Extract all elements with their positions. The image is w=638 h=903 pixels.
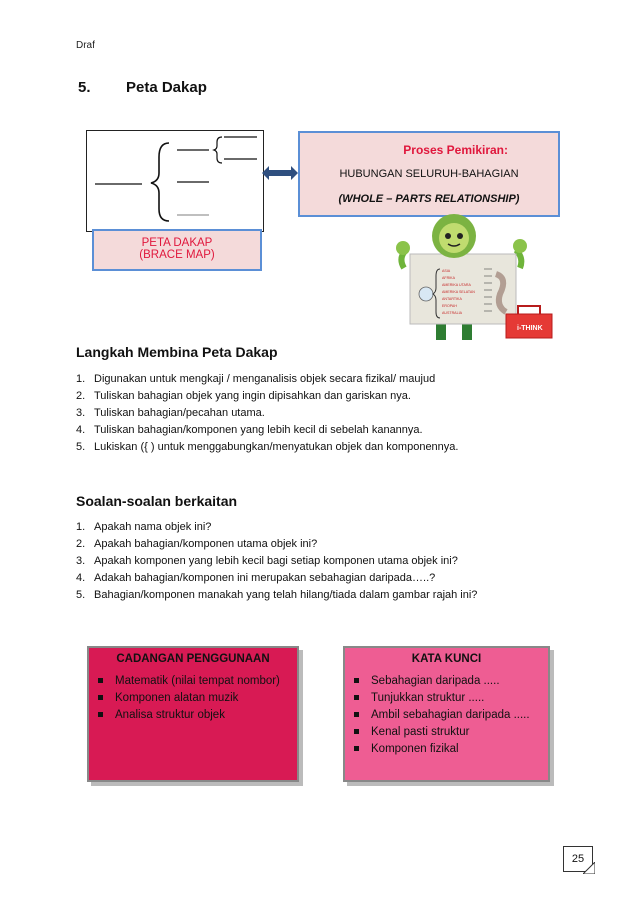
- list-item: 5. Lukiskan ({ ) untuk menggabungkan/menyatukan objek dan komponennya.: [76, 441, 459, 453]
- mascot-illustration: [396, 214, 556, 342]
- keywords-box: [343, 646, 550, 782]
- draft-label: Draf: [76, 40, 95, 51]
- usage-suggestions-list: [89, 673, 297, 724]
- bullet-icon: [98, 712, 103, 717]
- board-item-4: AMERIKA SELATAN: [442, 290, 475, 294]
- usage-suggestions-title: CADANGAN PENGGUNAAN: [116, 653, 270, 665]
- bullet-icon: [354, 746, 359, 751]
- section-title: [78, 79, 207, 96]
- list-item: 3. Apakah komponen yang lebih kecil bagi setiap komponen utama objek ini?: [76, 555, 458, 567]
- bullet-icon: [354, 729, 359, 734]
- toolbox-label: i-THINK: [517, 325, 543, 332]
- page-number: 25: [563, 846, 593, 872]
- steps-heading: Langkah Membina Peta Dakap: [76, 344, 278, 360]
- thinking-process-box: [298, 131, 560, 217]
- list-item: Kenal pasti struktur: [345, 724, 548, 741]
- double-arrow-icon: [262, 166, 298, 180]
- section-number: 5.: [78, 79, 91, 96]
- list-item: 3. Tuliskan bahagian/pecahan utama.: [76, 407, 265, 419]
- board-item-5: ANTARTIKA: [442, 297, 462, 301]
- board-item-6: EROPAH: [442, 304, 457, 308]
- board-item-7: AUSTRALIA: [442, 311, 462, 315]
- bullet-icon: [354, 712, 359, 717]
- keywords-list: [345, 673, 548, 758]
- board-item-1: ASIA: [442, 269, 451, 273]
- list-item: Tunjukkan struktur .....: [345, 690, 548, 707]
- page-corner-icon: [583, 862, 595, 874]
- bullet-icon: [98, 695, 103, 700]
- board-item-3: AMERIKA UTARA: [442, 283, 471, 287]
- list-item: 2. Apakah bahagian/komponen utama objek ini?: [76, 538, 318, 550]
- list-item: 1. Apakah nama objek ini?: [76, 521, 212, 533]
- relationship-english-label: (WHOLE – PARTS RELATIONSHIP): [338, 193, 520, 205]
- questions-heading: Soalan-soalan berkaitan: [76, 493, 238, 509]
- list-item: 4. Adakah bahagian/komponen ini merupakan sebahagian daripada…..?: [76, 572, 436, 584]
- thinking-process-title: Proses Pemikiran:: [403, 143, 508, 157]
- map-name: PETA DAKAP: [141, 237, 213, 249]
- map-name-box: [92, 229, 262, 271]
- keywords-title: KATA KUNCI: [411, 653, 482, 665]
- questions-list: [76, 519, 477, 604]
- usage-suggestions-box: [87, 646, 299, 782]
- list-item: Analisa struktur objek: [89, 707, 297, 724]
- map-name-english: (BRACE MAP): [139, 249, 215, 261]
- brace-map-drawing: [87, 131, 263, 231]
- list-item: Komponen alatan muzik: [89, 690, 297, 707]
- bullet-icon: [98, 678, 103, 683]
- list-item: Komponen fizikal: [345, 741, 548, 758]
- relationship-label: HUBUNGAN SELURUH-BAHAGIAN: [339, 168, 519, 180]
- bullet-icon: [354, 695, 359, 700]
- list-item: 4. Tuliskan bahagian/komponen yang lebih kecil di sebelah kanannya.: [76, 424, 423, 436]
- brace-map-diagram: [86, 130, 264, 232]
- section-title-text: Peta Dakap: [126, 79, 207, 96]
- list-item: Matematik (nilai tempat nombor): [89, 673, 297, 690]
- steps-list: [76, 371, 458, 456]
- bullet-icon: [354, 678, 359, 683]
- list-item: Sebahagian daripada .....: [345, 673, 548, 690]
- list-item: 2. Tuliskan bahagian objek yang ingin dipisahkan dan gariskan nya.: [76, 390, 411, 402]
- list-item: Ambil sebahagian daripada .....: [345, 707, 548, 724]
- list-item: 5. Bahagian/komponen manakah yang telah hilang/tiada dalam gambar rajah ini?: [76, 589, 478, 601]
- board-item-2: AFRIKA: [442, 276, 455, 280]
- list-item: 1. Digunakan untuk mengkaji / menganalisis objek secara fizikal/ maujud: [76, 373, 436, 385]
